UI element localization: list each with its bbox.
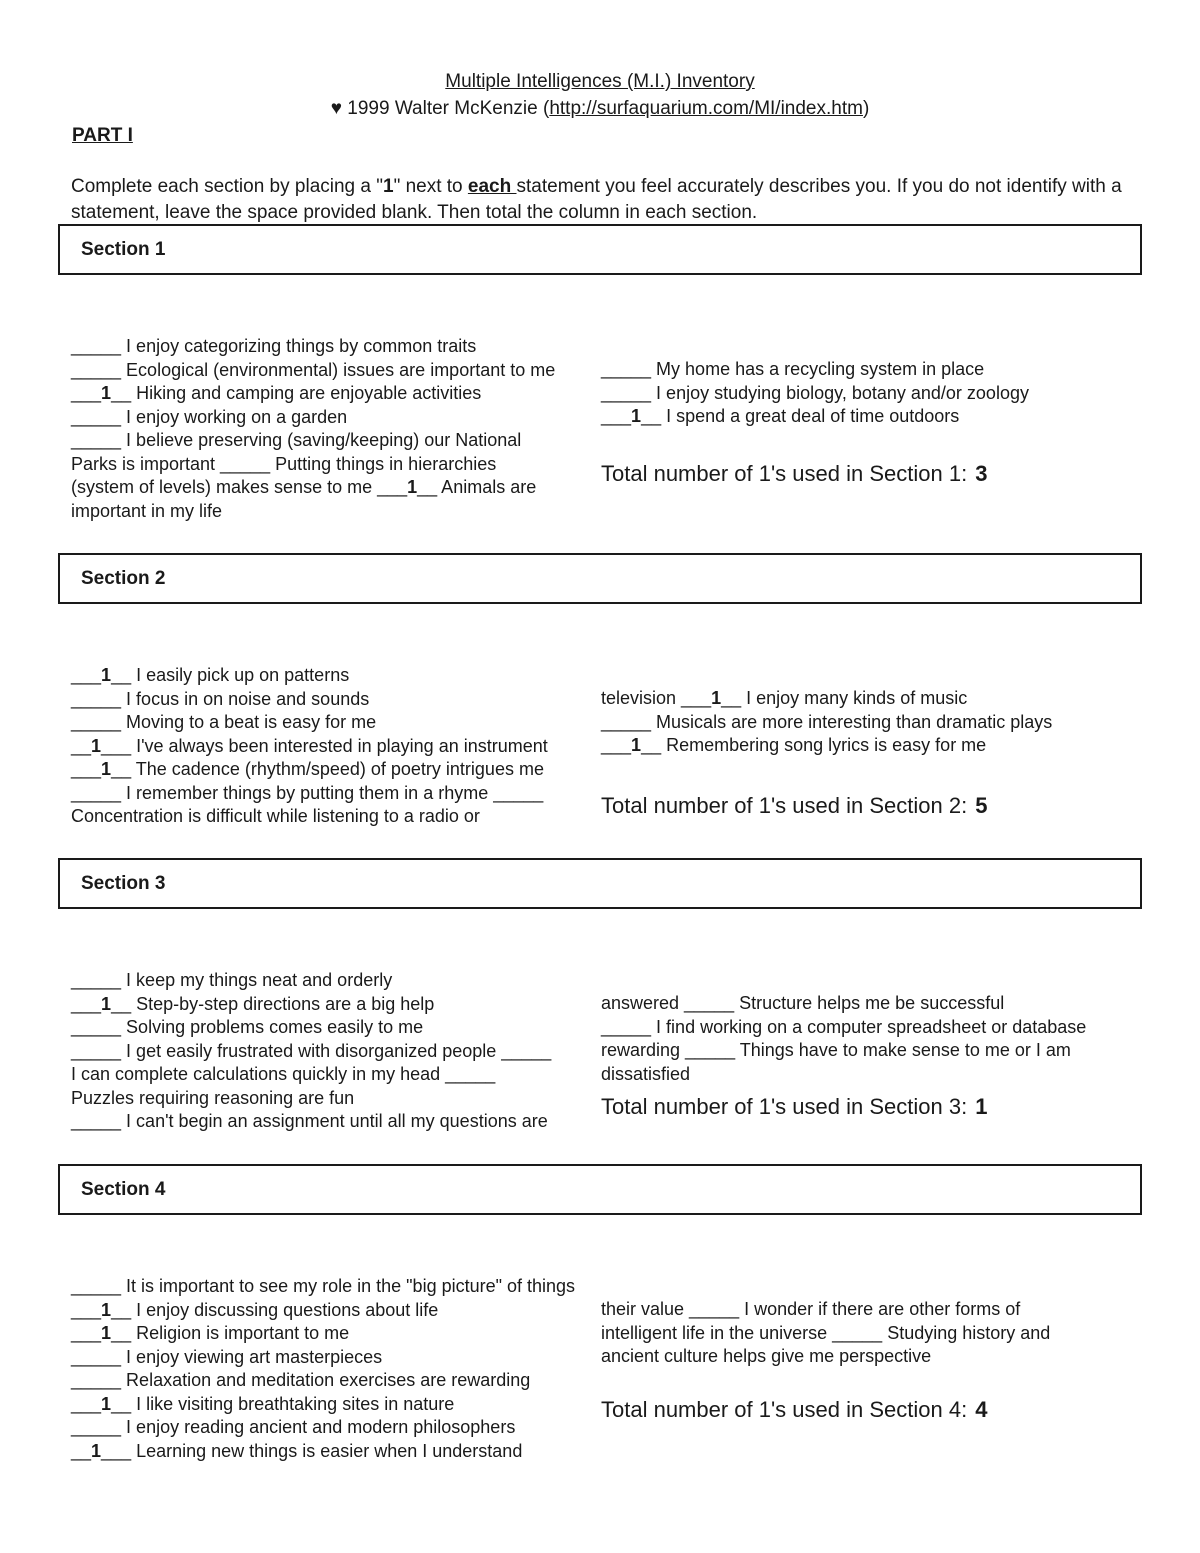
statement-text: __ Hiking and camping are enjoyable activities <box>111 383 482 403</box>
statement-text: ___ <box>71 759 102 779</box>
statement-text: _____ Moving to a beat is easy for me <box>71 712 377 732</box>
statement-line <box>71 1063 596 1087</box>
section-1-left-column <box>71 335 596 523</box>
mark-one: 1 <box>711 688 722 708</box>
statement-line <box>71 664 596 688</box>
section-2-label: Section 2 <box>81 568 166 589</box>
statement-text: __ <box>71 1440 92 1461</box>
section-4-box <box>58 1164 1142 1215</box>
statement-text: dissatisfied <box>601 1063 691 1084</box>
statement-text: _____ I get easily frustrated with disorganized people _____ <box>71 1040 552 1061</box>
statement-line <box>71 1299 596 1323</box>
section-3-box <box>58 858 1142 909</box>
statement-text: __ I spend a great deal of time outdoors <box>641 406 960 426</box>
statement-line <box>71 406 596 430</box>
statement-line <box>71 1040 596 1064</box>
statement-text: __ I enjoy many kinds of music <box>721 688 968 708</box>
statement-text: _____ Relaxation and meditation exercises are rewarding <box>71 1370 531 1390</box>
statement-text: I can complete calculations quickly in my head _____ <box>71 1064 496 1084</box>
statement-text: ___ I've always been interested in playing an instrument <box>101 735 548 756</box>
mark-one: 1 <box>101 993 112 1014</box>
part-heading: PART I <box>72 125 133 146</box>
section-2-left-column <box>71 664 596 829</box>
statement-text: __ I like visiting breathtaking sites in nature <box>111 1393 455 1414</box>
statement-line <box>71 1110 596 1134</box>
statement-text: _____ I keep my things neat and orderly <box>71 970 393 990</box>
mark-one: 1 <box>91 735 102 756</box>
statement-line <box>601 711 1161 735</box>
statement-line <box>601 1016 1161 1040</box>
statement-text: their value _____ I wonder if there are other forms of <box>601 1299 1021 1319</box>
statement-text: Parks is important _____ Putting things in hierarchies <box>71 453 497 474</box>
statement-line <box>71 1275 596 1299</box>
mark-one: 1 <box>631 406 642 426</box>
mark-one: 1 <box>407 477 418 497</box>
statement-text: __ <box>71 735 92 756</box>
statement-line <box>71 1440 596 1464</box>
section-1-label: Section 1 <box>81 239 166 260</box>
section-4-total: Total number of 1's used in Section 4: 4 <box>601 1397 988 1422</box>
statement-line <box>71 500 596 524</box>
statement-text: ancient culture helps give me perspective <box>601 1346 932 1366</box>
section-2-right-column <box>601 687 1161 758</box>
mark-one: 1 <box>101 1299 112 1320</box>
statement-line <box>601 1063 1161 1087</box>
statement-line <box>71 1393 596 1417</box>
statement-text: _____ I enjoy viewing art masterpieces <box>71 1346 383 1367</box>
statement-text: _____ I focus in on noise and sounds <box>71 688 370 709</box>
mark-one: 1 <box>101 1393 112 1414</box>
copyright-line: ♥ 1999 Walter McKenzie (http://surfaquarium.com/MI/index.htm) <box>330 98 870 119</box>
statement-line <box>71 335 596 359</box>
statement-text: ___ <box>601 735 632 755</box>
statement-line <box>71 758 596 782</box>
statement-line <box>71 993 596 1017</box>
section-1-box <box>58 224 1142 275</box>
statement-text: _____ I remember things by putting them in a rhyme _____ <box>71 782 544 803</box>
statement-text: ___ <box>71 665 102 685</box>
section-2-total: Total number of 1's used in Section 2: 5 <box>601 793 988 818</box>
statement-text: (system of levels) makes sense to me ___ <box>71 477 408 497</box>
statement-text: _____ I find working on a computer spreadsheet or database <box>601 1016 1087 1037</box>
section-4-total-value: 4 <box>975 1397 988 1422</box>
statement-line <box>71 688 596 712</box>
section-3-right-column <box>601 992 1161 1086</box>
statement-line <box>71 476 596 500</box>
section-4-label: Section 4 <box>81 1179 166 1200</box>
statement-text: ___ <box>601 406 632 426</box>
statement-line <box>601 358 1161 382</box>
section-2-box <box>58 553 1142 604</box>
source-link[interactable]: http://surfaquarium.com/MI/index.htm <box>549 98 863 119</box>
section-2-total-value: 5 <box>975 793 988 818</box>
statement-text: _____ My home has a recycling system in place <box>601 359 985 379</box>
document-title: Multiple Intelligences (M.I.) Inventory <box>445 71 755 92</box>
mark-one: 1 <box>101 1323 112 1343</box>
statement-line <box>71 453 596 477</box>
statement-text: __ Remembering song lyrics is easy for me <box>641 735 987 755</box>
statement-line <box>601 382 1161 406</box>
section-3-left-column <box>71 969 596 1134</box>
statement-text: _____ I enjoy studying biology, botany and/or zoology <box>601 382 1029 403</box>
statement-text: __ The cadence (rhythm/speed) of poetry intrigues me <box>111 759 544 779</box>
statement-line <box>601 1039 1161 1063</box>
statement-text: _____ Musicals are more interesting than dramatic plays <box>601 711 1053 732</box>
section-1-total-value: 3 <box>975 461 988 486</box>
statement-text: ___ Learning new things is easier when I understand <box>101 1440 523 1461</box>
statement-text: important in my life <box>71 500 223 521</box>
section-4-right-column <box>601 1298 1161 1369</box>
statement-line <box>71 782 596 806</box>
section-4-left-column <box>71 1275 596 1463</box>
statement-line <box>71 1087 596 1111</box>
statement-text: answered _____ Structure helps me be successful <box>601 993 1005 1013</box>
statement-text: __ Animals are <box>417 477 537 497</box>
statement-line <box>601 992 1161 1016</box>
statement-text: _____ I enjoy categorizing things by common traits <box>71 336 477 356</box>
section-3-total: Total number of 1's used in Section 3: 1 <box>601 1094 988 1119</box>
section-1-right-column <box>601 358 1161 429</box>
statement-text: __ Religion is important to me <box>111 1323 350 1343</box>
mark-one: 1 <box>631 735 642 755</box>
statement-text: _____ I enjoy reading ancient and modern philosophers <box>71 1417 516 1437</box>
statement-text: ___ <box>71 383 102 403</box>
statement-line <box>71 969 596 993</box>
statement-line <box>71 1416 596 1440</box>
statement-text: _____ I enjoy working on a garden <box>71 406 348 427</box>
mark-one: 1 <box>91 1440 102 1461</box>
statement-text: _____ It is important to see my role in the "big picture" of things <box>71 1276 576 1296</box>
statement-line <box>601 405 1161 429</box>
section-3-label: Section 3 <box>81 873 166 894</box>
statement-text: __ I easily pick up on patterns <box>111 665 350 685</box>
heart-icon: ♥ <box>330 98 342 119</box>
instructions: Complete each section by placing a "1" next to each statement you feel accurately describes you. If you do not identify with a statement, leave the space provided blank. Then total the column in each section. <box>71 176 1122 223</box>
statement-text: ___ <box>71 1393 102 1414</box>
statement-text: ___ <box>71 993 102 1014</box>
statement-line <box>71 1346 596 1370</box>
statement-line <box>601 1298 1161 1322</box>
statement-line <box>71 359 596 383</box>
statement-text: ___ <box>71 1323 102 1343</box>
statement-line <box>71 711 596 735</box>
mark-one: 1 <box>101 759 112 779</box>
mark-one: 1 <box>101 665 112 685</box>
statement-line <box>71 382 596 406</box>
section-3-total-value: 1 <box>975 1094 988 1119</box>
statement-line <box>601 1322 1161 1346</box>
statement-text: intelligent life in the universe _____ Studying history and <box>601 1322 1051 1343</box>
statement-line <box>601 734 1161 758</box>
statement-text: rewarding _____ Things have to make sense to me or I am <box>601 1040 1071 1060</box>
statement-text: _____ I can't begin an assignment until all my questions are <box>71 1111 548 1131</box>
statement-line <box>71 429 596 453</box>
statement-text: __ Step-by-step directions are a big help <box>111 993 435 1014</box>
statement-line <box>71 1016 596 1040</box>
statement-text: Concentration is difficult while listening to a radio or <box>71 806 480 826</box>
statement-text: _____ Solving problems comes easily to me <box>71 1017 424 1037</box>
statement-text: _____ I believe preserving (saving/keeping) our National <box>71 430 522 450</box>
statement-text: Puzzles requiring reasoning are fun <box>71 1087 355 1108</box>
statement-line <box>71 1322 596 1346</box>
statement-line <box>601 1345 1161 1369</box>
mark-one: 1 <box>101 383 112 403</box>
statement-line <box>71 1369 596 1393</box>
section-1-total: Total number of 1's used in Section 1: 3 <box>601 461 988 486</box>
statement-text: ___ <box>71 1299 102 1320</box>
statement-line <box>71 805 596 829</box>
statement-line <box>601 687 1161 711</box>
statement-line <box>71 735 596 759</box>
statement-text: _____ Ecological (environmental) issues are important to me <box>71 359 556 380</box>
statement-text: television ___ <box>601 688 712 708</box>
statement-text: __ I enjoy discussing questions about life <box>111 1299 439 1320</box>
